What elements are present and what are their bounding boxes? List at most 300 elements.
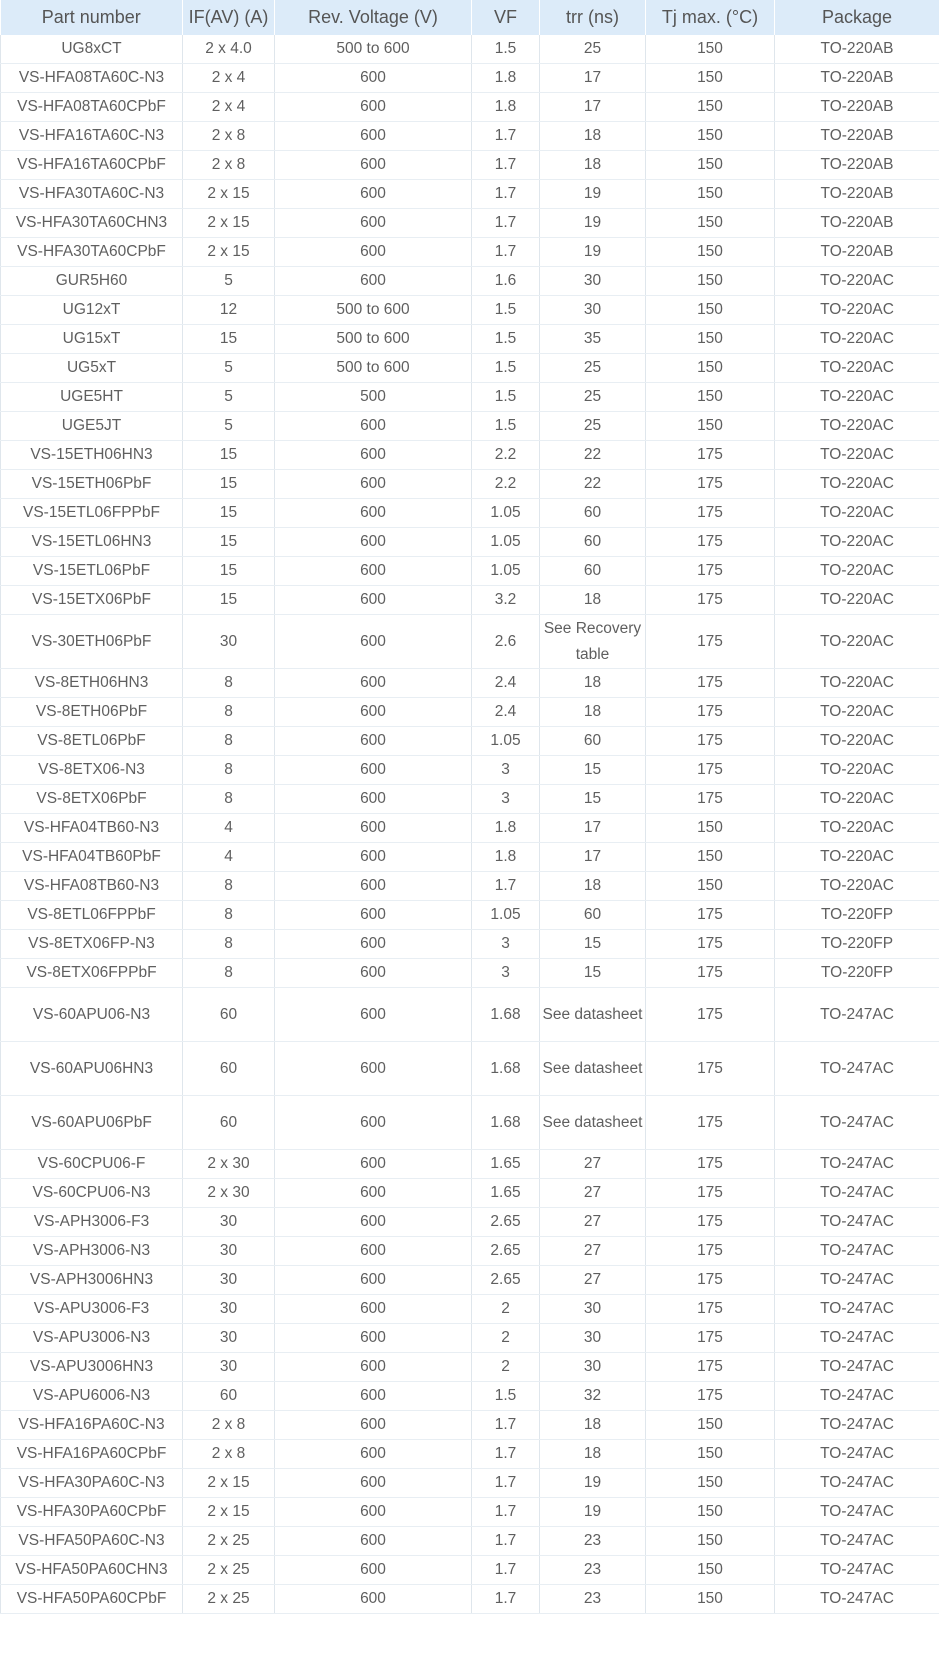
cell-part-number: VS-8ETH06HN3: [1, 669, 183, 698]
cell-trr: 27: [540, 1179, 646, 1208]
cell-part-number: VS-HFA08TB60-N3: [1, 872, 183, 901]
cell-if-av: 8: [183, 669, 275, 698]
cell-trr: 18: [540, 1440, 646, 1469]
cell-part-number: UGE5JT: [1, 412, 183, 441]
table-row: [1, 325, 939, 354]
cell-trr: 35: [540, 325, 646, 354]
cell-vf: 1.5: [472, 383, 540, 412]
cell-part-number: VS-30ETH06PbF: [1, 615, 183, 669]
table-row: [1, 669, 939, 698]
table-row: [1, 122, 939, 151]
cell-part-number: VS-60APU06-N3: [1, 988, 183, 1042]
cell-rev-voltage: 600: [275, 441, 472, 470]
cell-trr: 18: [540, 669, 646, 698]
cell-if-av: 12: [183, 296, 275, 325]
cell-vf: 3: [472, 930, 540, 959]
table-row: [1, 209, 939, 238]
table-row: [1, 1353, 939, 1382]
table-row: [1, 441, 939, 470]
table-row: [1, 843, 939, 872]
cell-vf: 1.65: [472, 1179, 540, 1208]
cell-if-av: 60: [183, 1382, 275, 1411]
header-rev-voltage: Rev. Voltage (V): [275, 0, 472, 35]
cell-vf: 1.5: [472, 296, 540, 325]
cell-part-number: VS-APH3006-F3: [1, 1208, 183, 1237]
cell-vf: 1.7: [472, 1440, 540, 1469]
cell-rev-voltage: 600: [275, 1208, 472, 1237]
cell-package: TO-247AC: [775, 1382, 939, 1411]
cell-rev-voltage: 600: [275, 988, 472, 1042]
cell-vf: 1.7: [472, 1498, 540, 1527]
cell-package: TO-247AC: [775, 1295, 939, 1324]
header-trr: trr (ns): [540, 0, 646, 35]
cell-part-number: VS-APU3006-N3: [1, 1324, 183, 1353]
cell-vf: 1.5: [472, 412, 540, 441]
cell-trr: 18: [540, 872, 646, 901]
cell-part-number: VS-60CPU06-N3: [1, 1179, 183, 1208]
table-row: [1, 586, 939, 615]
cell-package: TO-247AC: [775, 1498, 939, 1527]
cell-if-av: 8: [183, 959, 275, 988]
cell-vf: 1.8: [472, 64, 540, 93]
cell-vf: 1.5: [472, 325, 540, 354]
cell-tj-max: 150: [646, 209, 775, 238]
cell-tj-max: 150: [646, 843, 775, 872]
cell-package: TO-220AC: [775, 756, 939, 785]
cell-rev-voltage: 600: [275, 557, 472, 586]
cell-vf: 1.7: [472, 151, 540, 180]
cell-trr: 60: [540, 499, 646, 528]
cell-if-av: 2 x 8: [183, 1411, 275, 1440]
table-row: [1, 756, 939, 785]
table-row: [1, 35, 939, 64]
cell-tj-max: 150: [646, 325, 775, 354]
cell-rev-voltage: 600: [275, 93, 472, 122]
cell-vf: 1.68: [472, 988, 540, 1042]
table-row: [1, 1295, 939, 1324]
cell-rev-voltage: 600: [275, 1585, 472, 1614]
cell-part-number: VS-APH3006-N3: [1, 1237, 183, 1266]
cell-package: TO-220AB: [775, 35, 939, 64]
cell-if-av: 15: [183, 441, 275, 470]
table-row: [1, 959, 939, 988]
table-row: [1, 238, 939, 267]
cell-part-number: VS-HFA50PA60CPbF: [1, 1585, 183, 1614]
cell-if-av: 2 x 30: [183, 1150, 275, 1179]
cell-package: TO-247AC: [775, 1179, 939, 1208]
cell-vf: 1.05: [472, 499, 540, 528]
cell-package: TO-220AC: [775, 669, 939, 698]
cell-trr: 30: [540, 1324, 646, 1353]
cell-tj-max: 150: [646, 814, 775, 843]
cell-if-av: 5: [183, 412, 275, 441]
cell-if-av: 2 x 4: [183, 93, 275, 122]
cell-package: TO-247AC: [775, 1042, 939, 1096]
cell-tj-max: 175: [646, 785, 775, 814]
cell-if-av: 8: [183, 727, 275, 756]
table-row: [1, 354, 939, 383]
cell-if-av: 2 x 15: [183, 238, 275, 267]
cell-trr: 22: [540, 441, 646, 470]
cell-if-av: 60: [183, 988, 275, 1042]
cell-tj-max: 150: [646, 1527, 775, 1556]
cell-part-number: UG8xCT: [1, 35, 183, 64]
cell-package: TO-220AB: [775, 122, 939, 151]
cell-vf: 2.4: [472, 669, 540, 698]
cell-tj-max: 175: [646, 1382, 775, 1411]
cell-vf: 1.5: [472, 1382, 540, 1411]
cell-if-av: 15: [183, 325, 275, 354]
cell-part-number: VS-HFA30TA60CHN3: [1, 209, 183, 238]
cell-if-av: 2 x 30: [183, 1179, 275, 1208]
cell-rev-voltage: 600: [275, 814, 472, 843]
cell-rev-voltage: 600: [275, 209, 472, 238]
cell-part-number: VS-HFA30PA60C-N3: [1, 1469, 183, 1498]
cell-package: TO-220AC: [775, 441, 939, 470]
cell-rev-voltage: 500 to 600: [275, 325, 472, 354]
cell-package: TO-247AC: [775, 1556, 939, 1585]
cell-part-number: GUR5H60: [1, 267, 183, 296]
cell-vf: 1.68: [472, 1096, 540, 1150]
table-row: [1, 1585, 939, 1614]
cell-package: TO-220AC: [775, 872, 939, 901]
table-row: [1, 1150, 939, 1179]
cell-if-av: 2 x 25: [183, 1585, 275, 1614]
cell-tj-max: 175: [646, 727, 775, 756]
header-package: Package: [775, 0, 939, 35]
cell-tj-max: 175: [646, 1096, 775, 1150]
cell-part-number: VS-60APU06HN3: [1, 1042, 183, 1096]
cell-trr: 25: [540, 383, 646, 412]
cell-trr: 18: [540, 698, 646, 727]
cell-rev-voltage: 600: [275, 238, 472, 267]
table-row: [1, 93, 939, 122]
cell-package: TO-220AB: [775, 238, 939, 267]
cell-if-av: 2 x 15: [183, 1498, 275, 1527]
cell-rev-voltage: 600: [275, 1179, 472, 1208]
cell-trr: 18: [540, 122, 646, 151]
cell-if-av: 4: [183, 814, 275, 843]
cell-package: TO-247AC: [775, 1527, 939, 1556]
cell-if-av: 2 x 25: [183, 1556, 275, 1585]
cell-if-av: 15: [183, 499, 275, 528]
cell-trr: 25: [540, 354, 646, 383]
cell-trr: 17: [540, 93, 646, 122]
cell-tj-max: 175: [646, 1208, 775, 1237]
table-row: [1, 1324, 939, 1353]
table-row: [1, 1556, 939, 1585]
cell-tj-max: 150: [646, 1498, 775, 1527]
cell-trr: 60: [540, 557, 646, 586]
cell-if-av: 30: [183, 1324, 275, 1353]
cell-rev-voltage: 600: [275, 1353, 472, 1382]
cell-package: TO-220AC: [775, 412, 939, 441]
cell-package: TO-220AC: [775, 586, 939, 615]
cell-vf: 3: [472, 785, 540, 814]
table-row: [1, 1096, 939, 1150]
cell-package: TO-247AC: [775, 1150, 939, 1179]
cell-trr: 19: [540, 238, 646, 267]
cell-trr: See datasheet: [540, 1096, 646, 1150]
cell-if-av: 30: [183, 1266, 275, 1295]
cell-part-number: VS-15ETH06HN3: [1, 441, 183, 470]
cell-rev-voltage: 600: [275, 901, 472, 930]
table-row: [1, 814, 939, 843]
table-row: [1, 1266, 939, 1295]
cell-if-av: 2 x 15: [183, 209, 275, 238]
cell-tj-max: 175: [646, 959, 775, 988]
cell-package: TO-220AC: [775, 325, 939, 354]
cell-rev-voltage: 600: [275, 412, 472, 441]
cell-package: TO-220AB: [775, 180, 939, 209]
cell-rev-voltage: 600: [275, 1556, 472, 1585]
table-row: [1, 1498, 939, 1527]
cell-tj-max: 150: [646, 1469, 775, 1498]
cell-trr: 30: [540, 267, 646, 296]
cell-if-av: 30: [183, 1208, 275, 1237]
cell-vf: 1.8: [472, 843, 540, 872]
header-part-number: Part number: [1, 0, 183, 35]
cell-tj-max: 175: [646, 901, 775, 930]
cell-if-av: 5: [183, 354, 275, 383]
cell-rev-voltage: 600: [275, 959, 472, 988]
cell-package: TO-220AC: [775, 727, 939, 756]
cell-trr: 19: [540, 1469, 646, 1498]
cell-part-number: VS-8ETL06PbF: [1, 727, 183, 756]
cell-trr: 15: [540, 930, 646, 959]
cell-package: TO-220AC: [775, 843, 939, 872]
cell-part-number: UGE5HT: [1, 383, 183, 412]
cell-tj-max: 175: [646, 1353, 775, 1382]
cell-package: TO-247AC: [775, 1353, 939, 1382]
cell-if-av: 30: [183, 1237, 275, 1266]
cell-tj-max: 175: [646, 698, 775, 727]
cell-part-number: VS-15ETL06HN3: [1, 528, 183, 557]
cell-vf: 1.7: [472, 1469, 540, 1498]
cell-if-av: 5: [183, 383, 275, 412]
cell-package: TO-220AB: [775, 209, 939, 238]
table-row: [1, 151, 939, 180]
cell-package: TO-247AC: [775, 988, 939, 1042]
cell-package: TO-220AB: [775, 93, 939, 122]
cell-vf: 1.5: [472, 354, 540, 383]
cell-rev-voltage: 600: [275, 727, 472, 756]
cell-if-av: 15: [183, 470, 275, 499]
cell-vf: 1.68: [472, 1042, 540, 1096]
cell-trr: See Recovery table: [540, 615, 646, 669]
cell-tj-max: 175: [646, 1150, 775, 1179]
cell-vf: 2.6: [472, 615, 540, 669]
cell-rev-voltage: 600: [275, 267, 472, 296]
cell-trr: 60: [540, 528, 646, 557]
cell-if-av: 8: [183, 756, 275, 785]
cell-package: TO-247AC: [775, 1237, 939, 1266]
cell-tj-max: 175: [646, 1179, 775, 1208]
cell-if-av: 8: [183, 785, 275, 814]
cell-rev-voltage: 600: [275, 872, 472, 901]
cell-package: TO-247AC: [775, 1096, 939, 1150]
cell-part-number: VS-15ETX06PbF: [1, 586, 183, 615]
cell-tj-max: 150: [646, 238, 775, 267]
cell-package: TO-220FP: [775, 959, 939, 988]
cell-part-number: VS-60CPU06-F: [1, 1150, 183, 1179]
table-row: [1, 785, 939, 814]
cell-trr: 23: [540, 1585, 646, 1614]
cell-trr: See datasheet: [540, 988, 646, 1042]
cell-part-number: VS-HFA04TB60PbF: [1, 843, 183, 872]
cell-part-number: VS-8ETL06FPPbF: [1, 901, 183, 930]
cell-package: TO-220AC: [775, 383, 939, 412]
cell-tj-max: 150: [646, 64, 775, 93]
cell-package: TO-220FP: [775, 901, 939, 930]
cell-trr: 15: [540, 785, 646, 814]
cell-rev-voltage: 600: [275, 1527, 472, 1556]
cell-if-av: 2 x 25: [183, 1527, 275, 1556]
cell-vf: 1.5: [472, 35, 540, 64]
cell-trr: 25: [540, 35, 646, 64]
cell-tj-max: 150: [646, 267, 775, 296]
cell-rev-voltage: 600: [275, 1295, 472, 1324]
table-row: [1, 1179, 939, 1208]
cell-tj-max: 150: [646, 93, 775, 122]
cell-part-number: VS-HFA16TA60CPbF: [1, 151, 183, 180]
cell-vf: 1.8: [472, 93, 540, 122]
table-row: [1, 64, 939, 93]
table-row: [1, 1042, 939, 1096]
cell-tj-max: 150: [646, 1556, 775, 1585]
table-row: [1, 1237, 939, 1266]
table-row: [1, 988, 939, 1042]
table-row: [1, 412, 939, 441]
cell-part-number: VS-15ETL06PbF: [1, 557, 183, 586]
cell-tj-max: 150: [646, 412, 775, 441]
cell-package: TO-220AC: [775, 557, 939, 586]
cell-tj-max: 150: [646, 35, 775, 64]
cell-tj-max: 150: [646, 122, 775, 151]
cell-part-number: VS-APU6006-N3: [1, 1382, 183, 1411]
cell-trr: 27: [540, 1150, 646, 1179]
cell-trr: 19: [540, 1498, 646, 1527]
cell-part-number: VS-8ETX06FPPbF: [1, 959, 183, 988]
cell-rev-voltage: 600: [275, 1237, 472, 1266]
table-row: [1, 557, 939, 586]
cell-package: TO-247AC: [775, 1324, 939, 1353]
cell-vf: 2.65: [472, 1237, 540, 1266]
cell-rev-voltage: 600: [275, 586, 472, 615]
cell-part-number: UG5xT: [1, 354, 183, 383]
cell-trr: 22: [540, 470, 646, 499]
cell-vf: 1.7: [472, 1556, 540, 1585]
cell-trr: 15: [540, 959, 646, 988]
cell-tj-max: 150: [646, 383, 775, 412]
cell-part-number: VS-8ETH06PbF: [1, 698, 183, 727]
cell-part-number: VS-15ETL06FPPbF: [1, 499, 183, 528]
cell-trr: 23: [540, 1556, 646, 1585]
cell-rev-voltage: 600: [275, 1469, 472, 1498]
cell-tj-max: 150: [646, 180, 775, 209]
cell-rev-voltage: 600: [275, 499, 472, 528]
cell-tj-max: 175: [646, 1042, 775, 1096]
cell-tj-max: 150: [646, 872, 775, 901]
cell-package: TO-220AC: [775, 528, 939, 557]
cell-tj-max: 175: [646, 756, 775, 785]
cell-vf: 1.7: [472, 1585, 540, 1614]
cell-tj-max: 150: [646, 354, 775, 383]
cell-part-number: VS-HFA50PA60CHN3: [1, 1556, 183, 1585]
cell-vf: 2: [472, 1295, 540, 1324]
cell-tj-max: 175: [646, 1295, 775, 1324]
cell-package: TO-220AC: [775, 814, 939, 843]
cell-package: TO-220AC: [775, 470, 939, 499]
cell-package: TO-220FP: [775, 930, 939, 959]
cell-rev-voltage: 600: [275, 756, 472, 785]
table-row: [1, 1469, 939, 1498]
cell-vf: 1.7: [472, 1527, 540, 1556]
cell-rev-voltage: 600: [275, 930, 472, 959]
cell-tj-max: 150: [646, 151, 775, 180]
cell-if-av: 2 x 8: [183, 1440, 275, 1469]
cell-vf: 1.7: [472, 872, 540, 901]
cell-part-number: VS-60APU06PbF: [1, 1096, 183, 1150]
cell-if-av: 15: [183, 528, 275, 557]
table-row: [1, 1382, 939, 1411]
cell-trr: 25: [540, 412, 646, 441]
cell-if-av: 2 x 4.0: [183, 35, 275, 64]
cell-part-number: VS-HFA08TA60C-N3: [1, 64, 183, 93]
cell-trr: 17: [540, 814, 646, 843]
cell-package: TO-247AC: [775, 1411, 939, 1440]
cell-rev-voltage: 500: [275, 383, 472, 412]
cell-tj-max: 175: [646, 669, 775, 698]
cell-rev-voltage: 600: [275, 180, 472, 209]
cell-vf: 1.6: [472, 267, 540, 296]
cell-rev-voltage: 600: [275, 64, 472, 93]
cell-rev-voltage: 600: [275, 1042, 472, 1096]
table-row: [1, 1208, 939, 1237]
cell-package: TO-220AC: [775, 785, 939, 814]
cell-rev-voltage: 600: [275, 843, 472, 872]
cell-part-number: VS-APU3006HN3: [1, 1353, 183, 1382]
cell-if-av: 5: [183, 267, 275, 296]
cell-trr: 19: [540, 180, 646, 209]
cell-vf: 2.2: [472, 470, 540, 499]
cell-if-av: 2 x 15: [183, 180, 275, 209]
cell-if-av: 15: [183, 557, 275, 586]
cell-part-number: UG15xT: [1, 325, 183, 354]
cell-part-number: VS-HFA16PA60C-N3: [1, 1411, 183, 1440]
cell-vf: 2: [472, 1353, 540, 1382]
table-row: [1, 267, 939, 296]
cell-package: TO-247AC: [775, 1585, 939, 1614]
cell-part-number: VS-APU3006-F3: [1, 1295, 183, 1324]
cell-rev-voltage: 600: [275, 1150, 472, 1179]
cell-rev-voltage: 600: [275, 1324, 472, 1353]
cell-if-av: 2 x 8: [183, 122, 275, 151]
cell-vf: 1.7: [472, 180, 540, 209]
cell-rev-voltage: 600: [275, 1440, 472, 1469]
cell-if-av: 30: [183, 615, 275, 669]
cell-vf: 1.7: [472, 1411, 540, 1440]
cell-tj-max: 175: [646, 586, 775, 615]
cell-if-av: 8: [183, 698, 275, 727]
cell-vf: 3: [472, 959, 540, 988]
cell-rev-voltage: 600: [275, 1382, 472, 1411]
cell-vf: 1.05: [472, 901, 540, 930]
cell-tj-max: 175: [646, 499, 775, 528]
cell-rev-voltage: 600: [275, 122, 472, 151]
cell-part-number: UG12xT: [1, 296, 183, 325]
cell-tj-max: 175: [646, 1266, 775, 1295]
